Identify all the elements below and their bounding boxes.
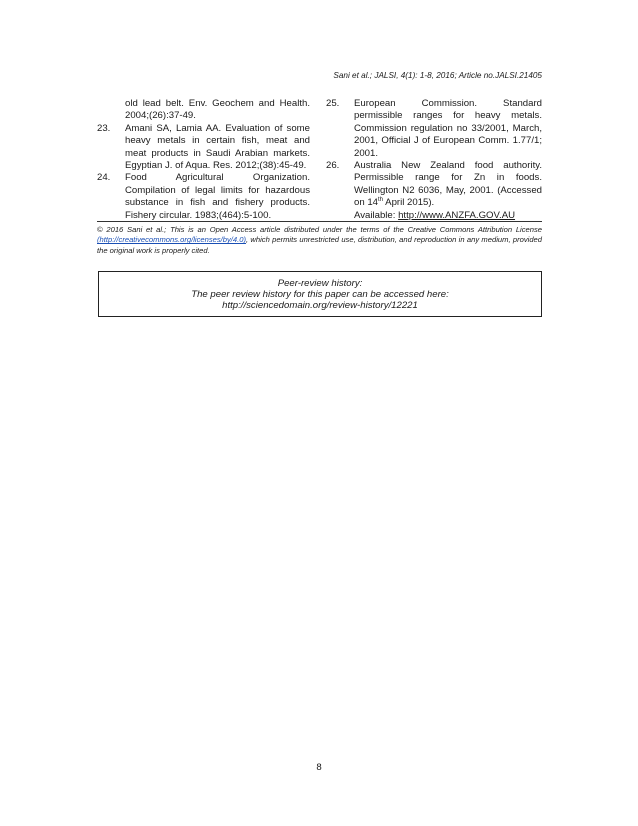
- license-text: , which permits unrestricted use, distribution, and reproduction in any medium, provided the original work is properly cited.: [97, 235, 542, 255]
- page-number: 8: [316, 762, 322, 773]
- reference-item: [97, 98, 310, 123]
- running-header: Sani et al.; JALSI, 4(1): 1-8, 2016; Article no.JALSI.21405: [333, 71, 542, 80]
- reference-item: [97, 123, 310, 173]
- reference-item: [97, 172, 310, 222]
- references-right-column: [326, 98, 542, 222]
- reference-number: 25.: [326, 98, 340, 109]
- peer-review-url[interactable]: http://sciencedomain.org/review-history/12221: [222, 300, 418, 312]
- license-notice: [97, 225, 542, 256]
- available-label: Available:: [354, 209, 399, 221]
- ordinal-superscript: th: [378, 197, 384, 204]
- reference-text-part: April 2015).: [383, 197, 435, 209]
- reference-text: Food Agricultural Organization. Compilation of legal limits for hazardous substance in fish and fishery products. Fishery circular. 1983;(464):5-100.: [125, 172, 310, 221]
- license-text: © 2016 Sani et al.; This is an Open Access article distributed under the terms of the Creative Commons Attribution License: [97, 225, 542, 234]
- reference-text-part: Australia New Zealand food authority. Permissible range for Zn in foods. Wellington N2 6036, May, 2001. (Accessed on 14: [354, 160, 542, 209]
- references-left-column: [97, 98, 310, 222]
- reference-number: 26.: [326, 160, 340, 172]
- peer-review-title: Peer-review history:: [277, 278, 363, 289]
- reference-item: [326, 160, 542, 222]
- reference-number: 23.: [97, 122, 111, 134]
- reference-number: 24.: [97, 172, 111, 184]
- reference-item: [326, 98, 542, 160]
- license-link[interactable]: (http://creativecommons.org/licenses/by/4.0): [97, 235, 246, 245]
- footer-divider: [97, 221, 542, 222]
- reference-text: [354, 160, 542, 222]
- peer-review-box: [98, 271, 542, 317]
- peer-review-line: The peer review history for this paper can be accessed here:: [191, 289, 449, 301]
- reference-text: Amani SA, Lamia AA. Evaluation of some heavy metals in certain fish, meat and meat products in Saudi Arabian markets. Egyptian J. of Aqua. Res. 2012;(38):45-49.: [125, 122, 310, 172]
- reference-text: European Commission. Standard permissible ranges for heavy metals. Commission regulation no 33/2001, March, 2001, Official J of European Comm. 1.77/1; 2001.: [354, 98, 542, 159]
- reference-link[interactable]: http://www.ANZFA.GOV.AU: [398, 209, 516, 221]
- reference-text: old lead belt. Env. Geochem and Health. 2004;(26):37-49.: [125, 98, 310, 122]
